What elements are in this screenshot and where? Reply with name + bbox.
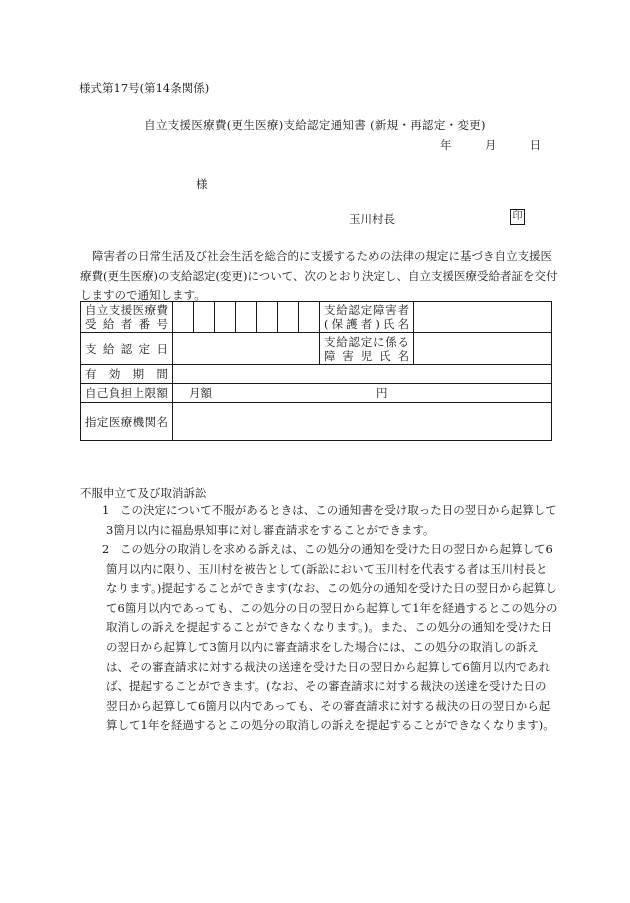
recipient-number-digit[interactable] xyxy=(194,302,215,333)
recipient-number-label-2: 受給者番号 xyxy=(85,317,168,331)
limit-label: 自己負担上限額 xyxy=(85,386,168,400)
child-name-label-2: 障害児氏名 xyxy=(324,348,409,363)
item-text: この決定について不服があるときは、この通知書を受け取った日の翌日から起算して3箇月以内に福島県知事に対し審査請求をすることができます。 xyxy=(106,503,557,537)
limit-label-cell xyxy=(81,384,173,403)
institution-label: 指定医療機関名 xyxy=(85,414,168,429)
table-row xyxy=(81,403,552,441)
issuer-name: 玉川村長 xyxy=(349,212,395,226)
validity-label: 有効期間 xyxy=(85,367,168,381)
objection-item-1 xyxy=(80,501,558,540)
recipient-number-label-1: 自立支援医療費 xyxy=(85,303,168,317)
guardian-name-label-2: (保護者)氏名 xyxy=(324,317,409,331)
objection-item-2 xyxy=(80,540,558,736)
intro-text: 障害者の日常生活及び社会生活を総合的に支援するための法律の規定に基づき自立支援医療費(更生医療)の支給認定(変更)について、次のとおり決定し、自立支援医療受給者証を交付しますので通知します。 xyxy=(80,249,558,302)
validity-field[interactable] xyxy=(173,365,552,384)
item-text: この処分の取消しを求める訴えは、この処分の通知を受けた日の翌日から起算して6箇月以内に限り、玉川村を被告として(訴訟において玉川村を代表する者は玉川村長となります。)提起することができます(なお、この処分の通知を受けた日の翌日から起算して6箇月以内であっても、この処分の日の翌日から起算して1年を経過するとこの処分の取消しの訴えを提起することができなくなります。)。また、この処分の通知を受けた日の翌日から起算して3箇月以内に審査請求をした場合には、この処分の取消しの訴えは、その審査請求に対する裁決の送達を受けた日の翌日から起算して6箇月以内であれば、提起することができます。(なお、その審査請求に対する裁決の送達を受けた日の翌日から起算して6箇月以内であっても、その審査請求に対する裁決の日の翌日から起算して1年を経過するとこの処分の取消しの訴えを提起することができなくなります)。 xyxy=(106,542,558,733)
validity-label-cell xyxy=(81,365,173,384)
recipient-number-digit[interactable] xyxy=(215,302,236,333)
objection-heading: 不服申立て及び取消訴訟 xyxy=(80,486,207,500)
institution-label-cell xyxy=(81,403,173,441)
approval-date-label-cell xyxy=(81,333,173,365)
table-row xyxy=(81,333,552,365)
date-year-label: 年 xyxy=(440,138,452,152)
table-row xyxy=(81,365,552,384)
guardian-name-label xyxy=(320,302,414,333)
certificate-info-table xyxy=(80,301,552,441)
approval-date-label: 支給認定日 xyxy=(85,341,168,356)
approval-date-field[interactable] xyxy=(173,333,320,365)
date-month-label: 月 xyxy=(484,138,497,152)
table-row xyxy=(81,384,552,403)
institution-field[interactable] xyxy=(173,403,552,441)
date-line xyxy=(440,137,541,153)
limit-field[interactable] xyxy=(173,384,552,403)
yen-label: 円 xyxy=(376,386,388,400)
child-name-label-1: 支給認定に係る xyxy=(324,334,409,349)
child-name-field[interactable] xyxy=(414,333,552,365)
item-number: 1 xyxy=(102,503,110,517)
seal-mark: 印 xyxy=(510,209,525,225)
date-day-label: 日 xyxy=(529,138,542,152)
recipient-number-digit[interactable] xyxy=(173,302,194,333)
guardian-name-field[interactable] xyxy=(414,302,552,333)
addressee-suffix: 様 xyxy=(196,177,208,191)
recipient-number-label xyxy=(81,302,173,333)
recipient-number-digit[interactable] xyxy=(236,302,257,333)
child-name-label xyxy=(320,333,414,365)
recipient-number-digit[interactable] xyxy=(278,302,299,333)
item-number: 2 xyxy=(102,542,110,556)
document-title: 自立支援医療費(更生医療)支給認定通知書 (新規・再認定・変更) xyxy=(144,118,486,132)
guardian-name-label-1: 支給認定障害者 xyxy=(324,303,409,317)
table-row xyxy=(81,302,552,333)
recipient-number-digit[interactable] xyxy=(257,302,278,333)
recipient-number-digit[interactable] xyxy=(299,302,320,333)
intro-paragraph xyxy=(80,247,558,306)
form-number: 様式第17号(第14条関係) xyxy=(79,81,210,95)
monthly-label: 月額 xyxy=(189,386,212,400)
